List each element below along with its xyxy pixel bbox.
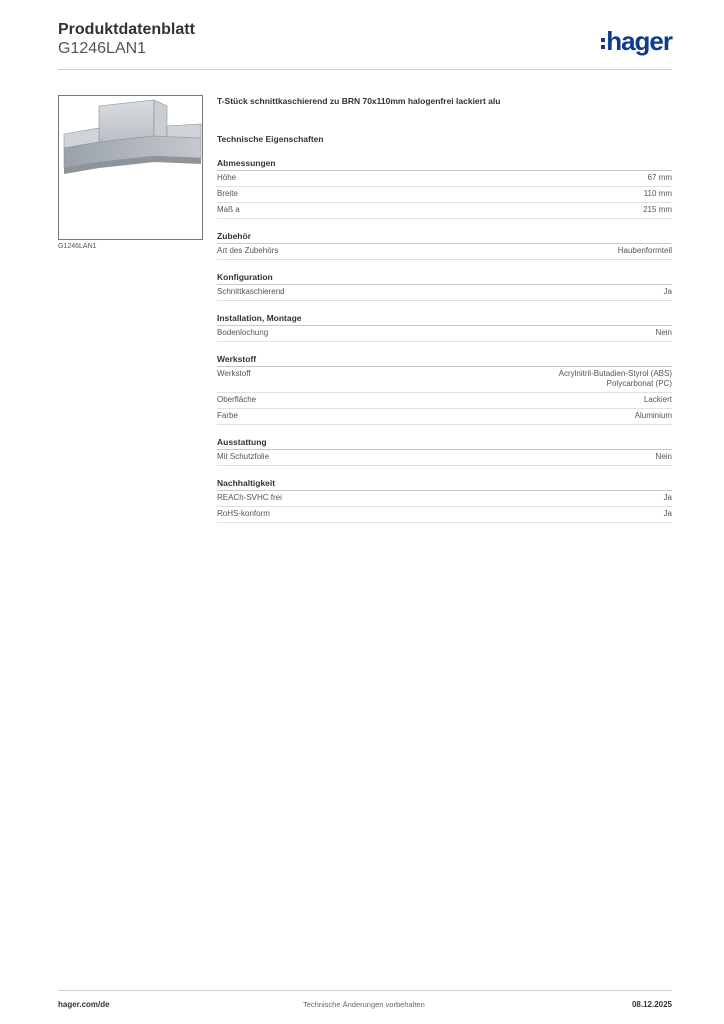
- section-title: Technische Eigenschaften: [217, 134, 324, 144]
- spec-value-line: Haubenformteil: [617, 246, 672, 255]
- specification-panel: [217, 96, 672, 535]
- logo-text: hager: [606, 26, 672, 56]
- spec-label: Oberfläche: [217, 395, 257, 404]
- spec-label: Bodenlochung: [217, 328, 269, 337]
- spec-value: [618, 246, 672, 256]
- spec-row: [217, 450, 672, 466]
- spec-row: [217, 491, 672, 507]
- t-piece-product-icon: [59, 96, 202, 239]
- spec-value: [648, 173, 672, 183]
- spec-value: [664, 287, 672, 297]
- spec-value-line: Ja: [663, 509, 672, 518]
- spec-group: [217, 354, 672, 425]
- spec-group-title: Zubehör: [217, 231, 672, 244]
- spec-value: [656, 452, 672, 462]
- spec-value-line: 67 mm: [647, 173, 672, 182]
- spec-value-line: Acrylnitril-Butadien-Styrol (ABS): [558, 369, 672, 378]
- image-caption: G1246LAN1: [58, 243, 97, 250]
- footer-notice: Technische Änderungen vorbehalten: [303, 1000, 425, 1009]
- hager-logo: [601, 26, 672, 57]
- spec-row: [217, 409, 672, 425]
- spec-row: [217, 285, 672, 301]
- spec-row: [217, 171, 672, 187]
- footer-date: 08.12.2025: [631, 1000, 672, 1009]
- spec-label: Werkstoff: [217, 369, 251, 378]
- spec-value-line: 215 mm: [643, 205, 672, 214]
- spec-group: [217, 313, 672, 342]
- spec-value-line: 110 mm: [643, 189, 672, 198]
- product-description: T-Stück schnittkaschierend zu BRN 70x110mm halogenfrei lackiert alu: [217, 96, 501, 106]
- spec-label: Schnittkaschierend: [217, 287, 285, 296]
- spec-row: [217, 326, 672, 342]
- spec-value-line: Ja: [663, 493, 672, 502]
- product-image: [58, 95, 203, 240]
- spec-groups: [217, 158, 672, 523]
- spec-row: [217, 393, 672, 409]
- spec-group-title: Konfiguration: [217, 272, 672, 285]
- footer-website-link[interactable]: hager.com/de: [58, 1000, 110, 1009]
- spec-label: Farbe: [217, 411, 238, 420]
- spec-value: [644, 189, 672, 199]
- spec-value-line: Aluminium: [634, 411, 672, 420]
- spec-value-line: Polycarbonat (PC): [606, 379, 672, 388]
- spec-label: Breite: [217, 189, 238, 198]
- spec-value: [643, 205, 672, 215]
- spec-label: Maß a: [217, 205, 240, 214]
- spec-label: REACh-SVHC frei: [217, 493, 282, 502]
- spec-value-line: Ja: [663, 287, 672, 296]
- spec-value: [656, 328, 672, 338]
- spec-row: [217, 367, 672, 393]
- spec-group-title: Ausstattung: [217, 437, 672, 450]
- spec-row: [217, 244, 672, 260]
- spec-value: [635, 411, 672, 421]
- spec-group: [217, 272, 672, 301]
- spec-group-title: Abmessungen: [217, 158, 672, 171]
- spec-group: [217, 158, 672, 219]
- spec-row: [217, 507, 672, 523]
- spec-value: [559, 369, 672, 389]
- spec-label: Mit Schutzfolie: [217, 452, 270, 461]
- spec-group-title: Nachhaltigkeit: [217, 478, 672, 491]
- logo-dots-icon: [601, 35, 605, 52]
- spec-value-line: Nein: [655, 328, 672, 337]
- product-code: G1246LAN1: [58, 40, 147, 57]
- spec-row: [217, 187, 672, 203]
- spec-value: [644, 395, 672, 405]
- spec-row: [217, 203, 672, 219]
- spec-value-line: Lackiert: [643, 395, 672, 404]
- spec-group: [217, 231, 672, 260]
- spec-group-title: Werkstoff: [217, 354, 672, 367]
- spec-label: Höhe: [217, 173, 237, 182]
- spec-group: [217, 437, 672, 466]
- document-title: Produktdatenblatt: [58, 21, 195, 38]
- spec-label: Art des Zubehörs: [217, 246, 279, 255]
- spec-group-title: Installation, Montage: [217, 313, 672, 326]
- spec-value-line: Nein: [655, 452, 672, 461]
- spec-value: [664, 509, 672, 519]
- spec-group: [217, 478, 672, 523]
- page-header: [58, 21, 672, 70]
- page-footer: [58, 990, 672, 1009]
- spec-label: RoHS-konform: [217, 509, 270, 518]
- spec-value: [664, 493, 672, 503]
